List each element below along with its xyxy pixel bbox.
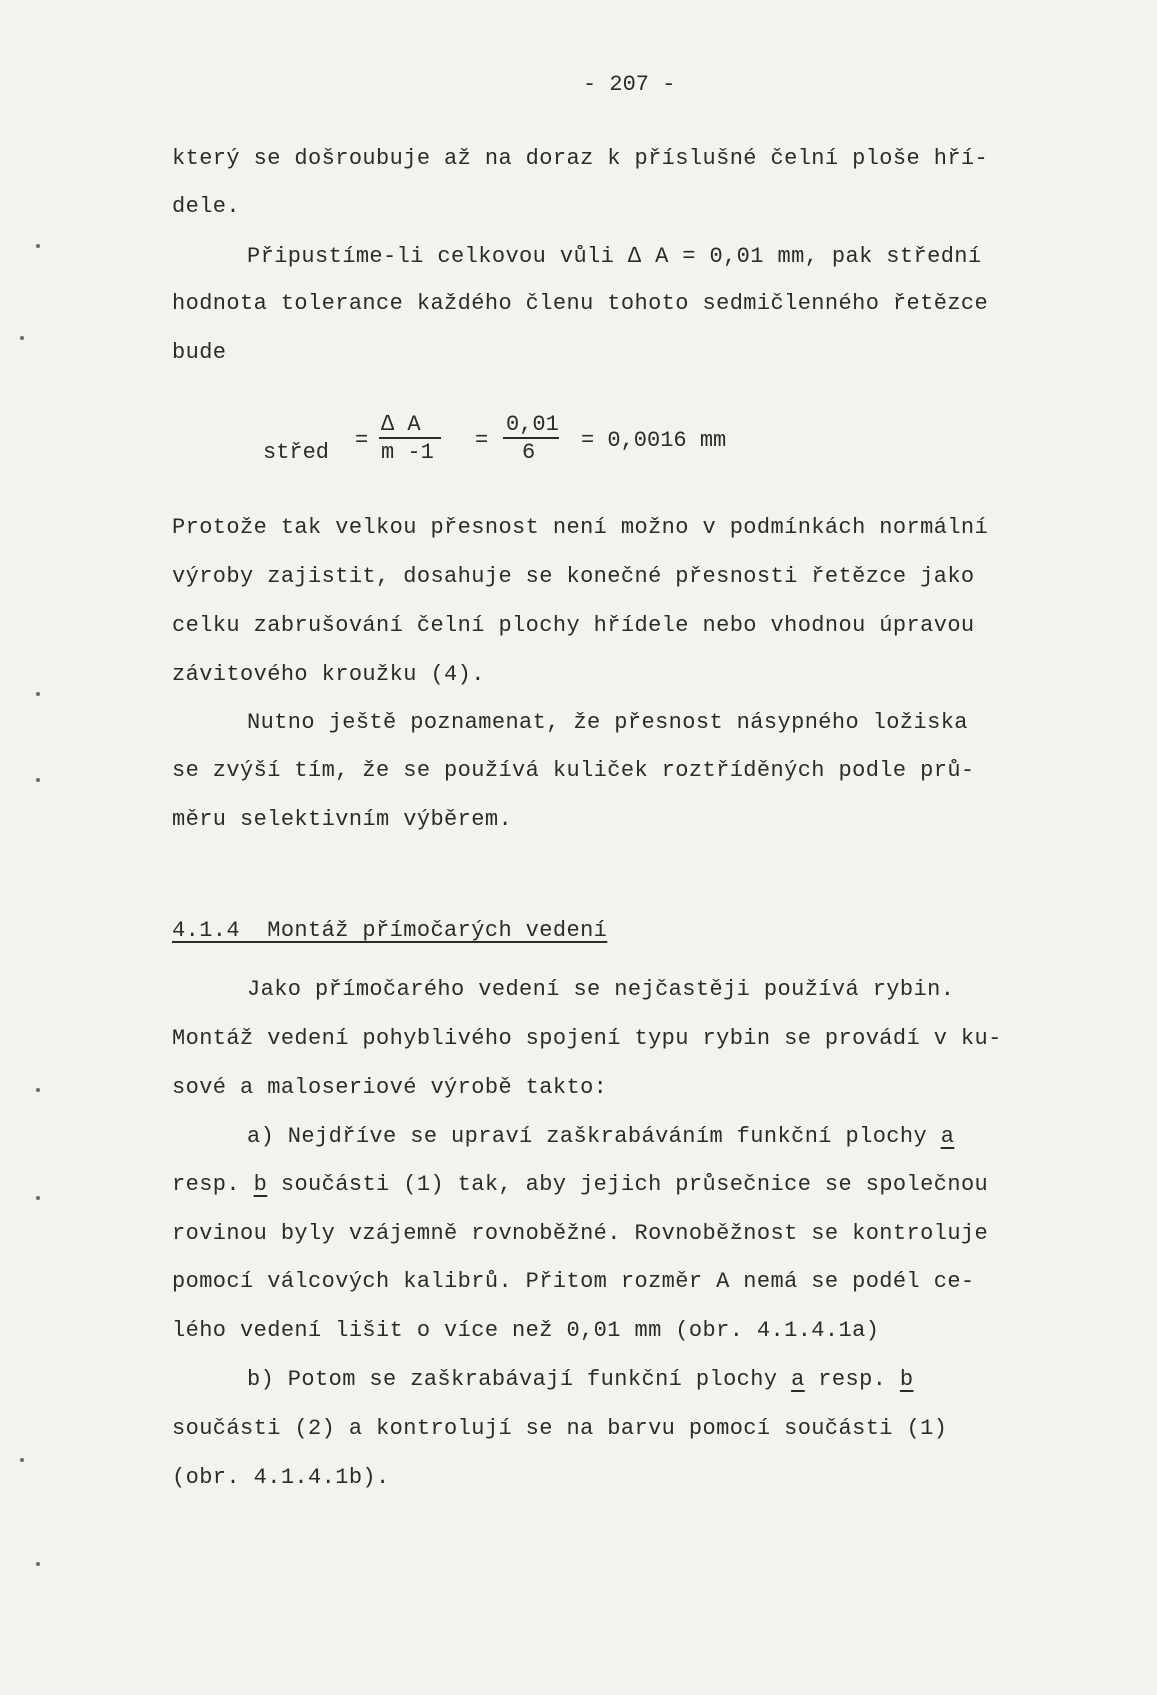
formula-equals: =	[355, 428, 369, 453]
text-line: rovinou byly vzájemně rovnoběžné. Rovnoběžnost se kontroluje	[172, 1221, 989, 1246]
text-line: celku zabrušování čelní plochy hřídele nebo vhodnou úpravou	[172, 613, 975, 638]
fraction-bar	[503, 437, 559, 439]
text-line: Připustíme-li celkovou vůli ∆ A = 0,01 mm, pak střední	[247, 244, 982, 269]
text-line	[247, 1367, 914, 1393]
text-line: se zvýší tím, že se používá kuliček roztříděných podle prů-	[172, 758, 975, 783]
text-line: Montáž vedení pohyblivého spojení typu rybin se provádí v ku-	[172, 1026, 1002, 1051]
text-line: Protože tak velkou přesnost není možno v podmínkách normální	[172, 515, 989, 540]
text-line: Jako přímočarého vedení se nejčastěji používá rybin.	[247, 977, 955, 1002]
formula-numerator: 0,01	[506, 412, 559, 437]
page-number: - 207 -	[583, 72, 676, 97]
formula-denominator: 6	[522, 440, 536, 465]
text-line: součásti (2) a kontrolují se na barvu pomocí součásti (1)	[172, 1416, 948, 1441]
binding-hole-mark	[20, 1458, 24, 1462]
label-a: a	[791, 1367, 805, 1392]
binding-hole-mark	[36, 692, 40, 696]
label-a: a	[940, 1124, 955, 1149]
binding-hole-mark	[36, 244, 40, 248]
text-line: výroby zajistit, dosahuje se konečné přesnosti řetězce jako	[172, 564, 975, 589]
label-b: b	[253, 1172, 268, 1197]
fraction-bar	[379, 437, 441, 439]
text-line: pomocí válcových kalibrů. Přitom rozměr A nemá se podél ce-	[172, 1269, 975, 1294]
text-span: resp.	[172, 1172, 254, 1197]
text-line: bude	[172, 340, 227, 365]
label-b: b	[899, 1367, 914, 1392]
section-heading: 4.1.4 Montáž přímočarých vedení	[172, 918, 608, 943]
binding-hole-mark	[36, 1196, 40, 1200]
text-span: resp.	[804, 1367, 900, 1392]
text-line	[247, 1124, 954, 1150]
binding-hole-mark	[36, 1088, 40, 1092]
text-line: Nutno ještě poznamenat, že přesnost násypného ložiska	[247, 710, 968, 735]
text-span: a) Nejdříve se upraví zaškrabáváním funkční plochy	[247, 1124, 941, 1149]
text-span: b) Potom se zaškrabávají funkční plochy	[247, 1367, 792, 1392]
binding-hole-mark	[36, 778, 40, 782]
binding-hole-mark	[20, 336, 24, 340]
text-line	[172, 1172, 988, 1198]
tolerance-formula	[263, 410, 763, 470]
formula-equals: =	[475, 428, 489, 453]
text-line: měru selektivním výběrem.	[172, 807, 513, 832]
formula-lhs: střed	[263, 440, 330, 465]
text-line: lého vedení lišit o více než 0,01 mm (obr. 4.1.4.1a)	[172, 1318, 880, 1343]
text-line: sové a maloseriové výrobě takto:	[172, 1075, 608, 1100]
text-line: dele.	[172, 194, 241, 219]
formula-numerator: ∆ A	[381, 412, 421, 437]
text-line: závitového kroužku (4).	[172, 662, 485, 687]
text-span: součásti (1) tak, aby jejich průsečnice se společnou	[267, 1172, 989, 1197]
text-line: hodnota tolerance každého členu tohoto sedmičlenného řetězce	[172, 291, 989, 316]
binding-hole-mark	[36, 1562, 40, 1566]
formula-denominator: m -1	[381, 440, 434, 465]
text-line: (obr. 4.1.4.1b).	[172, 1465, 390, 1490]
text-line: který se došroubuje až na doraz k příslušné čelní ploše hří-	[172, 146, 989, 171]
formula-result: = 0,0016 mm	[581, 428, 727, 453]
